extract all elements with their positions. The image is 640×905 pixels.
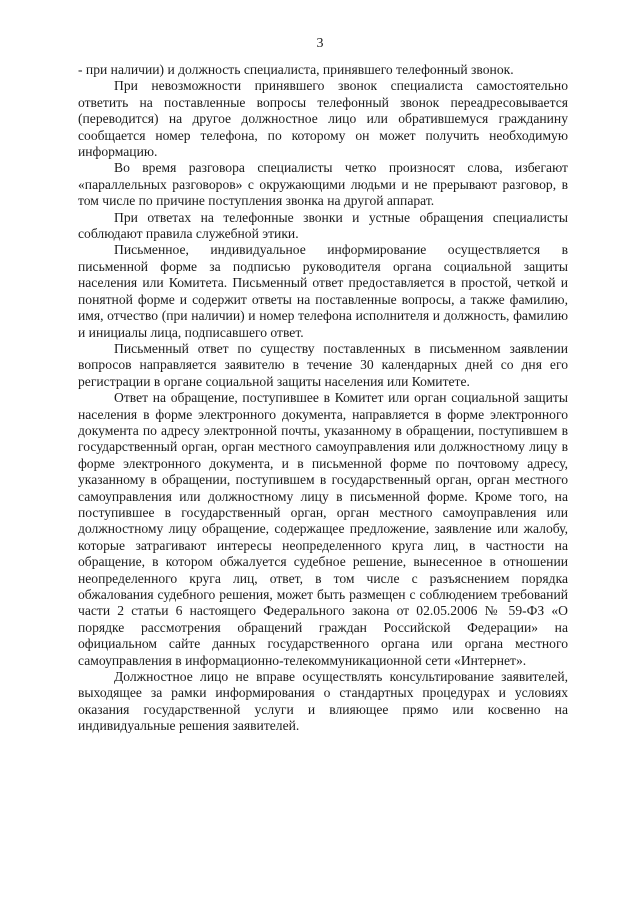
paragraph-call-conduct: Во время разговора специалисты четко произносят слова, избегают «параллельных разговоров» с окружающими людьми и не прерывают разговор, в том числе по причине поступления звонка на другой аппарат. [78,160,568,209]
paragraph-call-redirect: При невозможности принявшего звонок специалиста самостоятельно ответить на поставленные вопросы телефонный звонок переадресовывается (переводится) на другое должностное лицо или обратившемуся гражданину сообщается номер телефона, по которому он может получить необходимую информацию. [78,78,568,160]
paragraph-written-reply-deadline: Письменный ответ по существу поставленных в письменном заявлении вопросов направляется заявителю в течение 30 календарных дней со дня его регистрации в органе социальной защиты населения или Комитете. [78,340,568,389]
paragraph-consultation-limits: Должностное лицо не вправе осуществлять консультирование заявителей, выходящее за рамки информирования о стандартных процедурах и условиях оказания государственной услуги и влияющее прямо или косвенно на индивидуальные решения заявителей. [78,669,568,734]
body-text [78,62,568,735]
paragraph-written-informing: Письменное, индивидуальное информирование осуществляется в письменной форме за подписью руководителя органа социальной защиты населения или Комитета. Письменный ответ предоставляется в простой, четкой и понятной форме и содержит ответы на поставленные вопросы, а также фамилию, имя, отчество (при наличии) и номер телефона исполнителя и должность, фамилию и инициалы лица, подписавшего ответ. [78,242,568,340]
paragraph-electronic-reply: Ответ на обращение, поступившее в Комитет или орган социальной защиты населения в форме электронного документа, направляется в форме электронного документа по адресу электронной почты, указанному в обращении, поступившем в государственный орган, орган местного самоуправления или должностному лицу в форме электронного документа, и в письменной форме по почтовому адресу, указанному в обращении, поступившем в государственный орган, орган местного самоуправления или должностному лицу в письменной форме. Кроме того, на поступившее в государственный орган, орган местного самоуправления или должностному лицу обращение, содержащее предложение, заявление или жалобу, которые затрагивают интересы неопределенного круга лиц, в частности на обращение, в котором обжалуется судебное решение, вынесенное в отношении неопределенного круга лиц, ответ, в том числе с разъяснением порядка обжалования судебного решения, может быть размещен с соблюдением требований части 2 статьи 6 настоящего Федерального закона от 02.05.2006 № 59-ФЗ «О порядке рассмотрения обращений граждан Российской Федерации» на официальном сайте данных государственного органа или органа местного самоуправления в информационно-телекоммуникационной сети «Интернет». [78,390,568,668]
paragraph-continuation: - при наличии) и должность специалиста, принявшего телефонный звонок. [78,62,514,77]
paragraph-service-ethics: При ответах на телефонные звонки и устные обращения специалисты соблюдают правила служебной этики. [78,209,568,242]
page-number: 3 [316,36,324,51]
